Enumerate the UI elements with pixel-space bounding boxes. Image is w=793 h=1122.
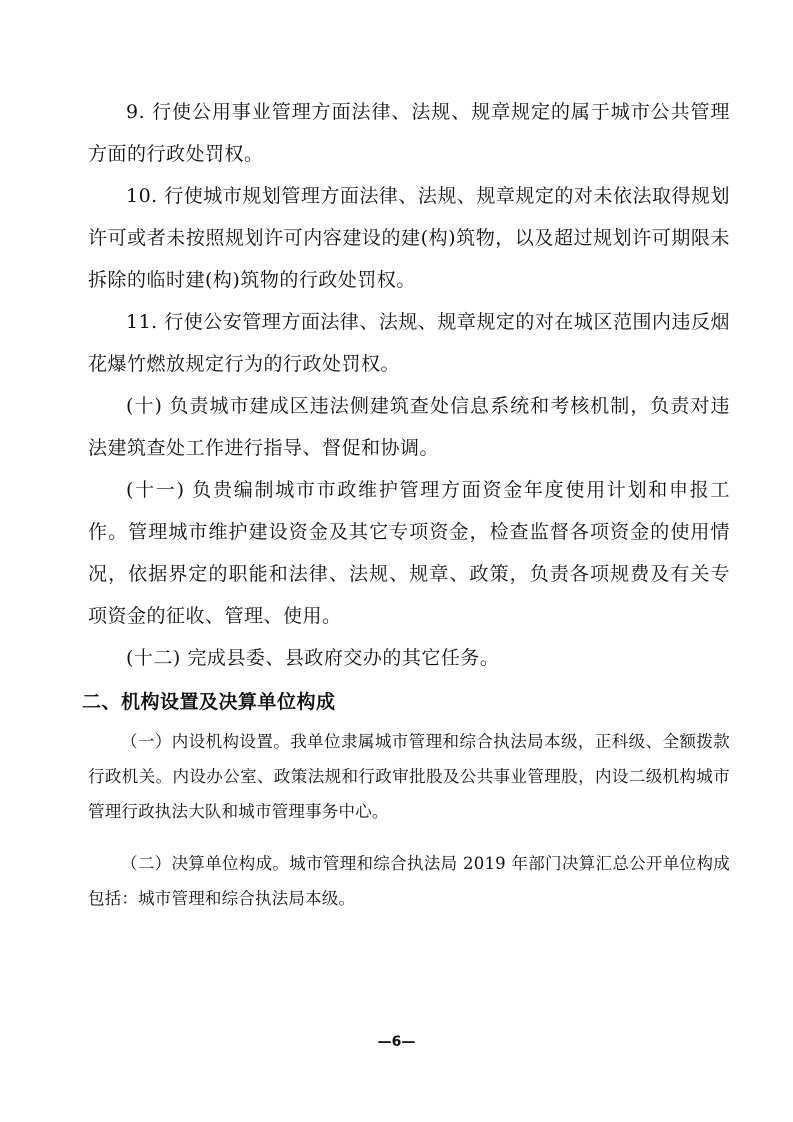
section-heading: 二、机构设置及决算单位构成 (82, 691, 336, 713)
page-number: —6— (377, 1034, 416, 1050)
paragraph-item-10: 10. 行使城市规划管理方面法律、法规、规章规定的对未依法取得规划许可或者未按照规划许可内容建设的建(构)筑物，以及超过规划许可期限未拆除的临时建(构)筑物的行政处罚权。 (88, 185, 730, 291)
paragraph-item-10-cn: (十) 负责城市建成区违法侧建筑查处信息系统和考核机制，负责对违法建筑查处工作进行指导、督促和协调。 (88, 395, 730, 459)
paragraph-item-11-cn: (十一) 负贵编制城市市政维护管理方面资金年度使用计划和申报工作。管理城市维护建设资金及其它专项资金，检查监督各项资金的使用情况，依据界定的职能和法律、法规、规章、政策，负责各项规费及有关专项资金的征收、管理、使用。 (88, 479, 730, 627)
section-paragraph-accounting-units: （二）决算单位构成。城市管理和综合执法局 2019 年部门决算汇总公开单位构成包括：城市管理和综合执法局本级。 (88, 854, 730, 908)
section-paragraph-internal-structure: （一）内设机构设置。我单位隶属城市管理和综合执法局本级，正科级、全额拨款行政机关。内设办公室、政策法规和行政审批股及公共事业管理股，内设二级机构城市管理行政执法大队和城市管理事务中心。 (88, 732, 730, 821)
paragraph-item-12-cn: (十二) 完成县委、县政府交办的其它任务。 (126, 647, 500, 669)
paragraph-item-9: 9. 行使公用事业管理方面法律、法规、规章规定的属于城市公共管理方面的行政处罚权。 (88, 101, 730, 165)
paragraph-item-11: 11. 行使公安管理方面法律、法规、规章规定的对在城区范围内违反烟花爆竹燃放规定行为的行政处罚权。 (88, 311, 730, 375)
